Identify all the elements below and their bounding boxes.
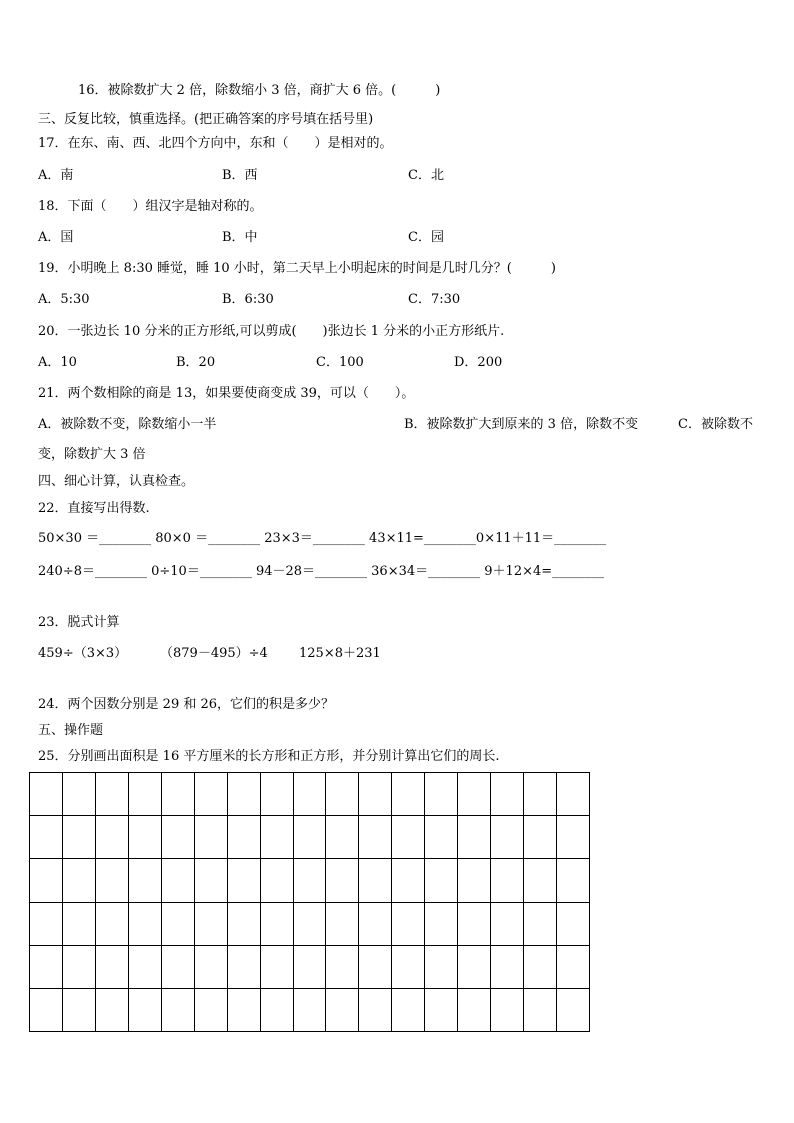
grid-cell	[425, 946, 458, 989]
grid-cell	[228, 946, 261, 989]
q19-stem: 19．小明晚上 8:30 睡觉，睡 10 小时，第二天早上小明起床的时间是几时几分？( )	[38, 261, 556, 276]
grid-cell	[162, 816, 195, 859]
grid-cell	[458, 903, 491, 946]
grid-cell	[129, 946, 162, 989]
grid-cell	[491, 903, 524, 946]
grid-cell	[294, 773, 327, 816]
grid-cell	[129, 903, 162, 946]
grid-cell	[425, 773, 458, 816]
grid-cell	[491, 859, 524, 902]
q22-row2: 240÷8＝________ 0÷10＝________ 94－28＝________ 36×34＝________ 9＋12×4=________	[38, 564, 605, 579]
grid-cell	[392, 859, 425, 902]
grid-cell	[294, 859, 327, 902]
grid-cell	[30, 903, 63, 946]
grid-cell	[359, 946, 392, 989]
grid-cell	[195, 989, 228, 1032]
q21-stem: 21．两个数相除的商是 13，如果要使商变成 39，可以（ ）。	[38, 386, 415, 401]
grid-cell	[326, 903, 359, 946]
grid-cell	[326, 859, 359, 902]
grid-cell	[524, 903, 557, 946]
grid-cell	[326, 773, 359, 816]
grid-cell	[228, 859, 261, 902]
grid-cell	[228, 903, 261, 946]
grid-cell	[195, 946, 228, 989]
grid-cell	[557, 989, 590, 1032]
grid-cell	[392, 773, 425, 816]
grid-cell	[63, 903, 96, 946]
grid-cell	[261, 903, 294, 946]
grid-cell	[63, 816, 96, 859]
grid-cell	[524, 773, 557, 816]
grid-cell	[63, 773, 96, 816]
grid-cell	[162, 946, 195, 989]
grid-cell	[30, 859, 63, 902]
grid-cell	[491, 773, 524, 816]
grid-cell	[524, 946, 557, 989]
grid-cell	[557, 773, 590, 816]
grid-cell	[359, 773, 392, 816]
grid-cell	[557, 859, 590, 902]
grid-cell	[557, 946, 590, 989]
grid-cell	[195, 816, 228, 859]
grid-cell	[524, 989, 557, 1032]
grid-cell	[425, 859, 458, 902]
grid-cell	[30, 946, 63, 989]
grid-cell	[392, 946, 425, 989]
grid-cell	[425, 903, 458, 946]
grid-cell	[162, 773, 195, 816]
grid-cell	[359, 816, 392, 859]
grid-cell	[294, 816, 327, 859]
grid-cell	[294, 946, 327, 989]
q23-expr2: （879－495）÷4	[160, 646, 268, 661]
q18-option-c: C．园	[408, 230, 444, 245]
grid-cell	[425, 816, 458, 859]
grid-cell	[129, 859, 162, 902]
grid-cell	[129, 816, 162, 859]
grid-cell	[96, 903, 129, 946]
grid-cell	[458, 816, 491, 859]
grid-cell	[162, 903, 195, 946]
section4-heading: 四、细心计算，认真检查。	[38, 474, 195, 489]
section5-heading: 五、操作题	[38, 723, 104, 738]
q24-line: 24．两个因数分别是 29 和 26，它们的积是多少？	[38, 697, 335, 712]
grid-cell	[425, 989, 458, 1032]
grid-cell	[458, 989, 491, 1032]
grid-cell	[326, 946, 359, 989]
grid-cell	[458, 946, 491, 989]
q21-option-c-part2: 变，除数扩大 3 倍	[38, 447, 146, 462]
grid-cell	[195, 903, 228, 946]
grid-cell	[96, 859, 129, 902]
grid-cell	[30, 773, 63, 816]
q17-option-c: C．北	[408, 168, 444, 183]
grid-cell	[524, 816, 557, 859]
grid-cell	[326, 989, 359, 1032]
q22-row1: 50×30 ＝________ 80×0 ＝________ 23×3＝________ 43×11=________0×11＋11＝________	[38, 531, 607, 546]
grid-cell	[261, 859, 294, 902]
q21-option-b: B．被除数扩大到原来的 3 倍，除数不变	[404, 417, 639, 432]
grid-cell	[557, 816, 590, 859]
grid-cell	[96, 946, 129, 989]
q18-stem: 18．下面（ ）组汉字是轴对称的。	[38, 199, 263, 214]
grid-cell	[359, 989, 392, 1032]
section3-heading: 三、反复比较，慎重选择。(把正确答案的序号填在括号里)	[38, 112, 374, 127]
grid-cell	[195, 859, 228, 902]
grid-cell	[63, 946, 96, 989]
q17-option-a: A．南	[38, 168, 74, 183]
grid-cell	[162, 989, 195, 1032]
q19-option-a: A．5:30	[38, 292, 90, 307]
q23-expr1: 459÷（3×3）	[38, 646, 128, 661]
grid-cell	[294, 989, 327, 1032]
q19-option-c: C．7:30	[408, 292, 461, 307]
q23-expr3: 125×8＋231	[299, 646, 381, 661]
grid-cell	[392, 816, 425, 859]
grid-cell	[228, 816, 261, 859]
q23-stem: 23．脱式计算	[38, 615, 120, 630]
grid-cell	[228, 989, 261, 1032]
q21-option-a: A．被除数不变，除数缩小一半	[38, 417, 217, 432]
q17-option-b: B．西	[222, 168, 258, 183]
q20-option-b: B．20	[176, 355, 216, 370]
grid-cell	[261, 773, 294, 816]
q16-line: 16．被除数扩大 2 倍，除数缩小 3 倍，商扩大 6 倍。( )	[78, 83, 441, 98]
grid-cell	[326, 816, 359, 859]
grid-cell	[129, 773, 162, 816]
grid-cell	[392, 989, 425, 1032]
grid-cell	[228, 773, 261, 816]
q20-stem: 20．一张边长 10 分米的正方形纸,可以剪成( )张边长 1 分米的小正方形纸片.	[38, 324, 505, 339]
grid-cell	[261, 989, 294, 1032]
grid-cell	[195, 773, 228, 816]
grid-cell	[524, 859, 557, 902]
q18-option-b: B．中	[222, 230, 258, 245]
q25-line: 25．分别画出面积是 16 平方厘米的长方形和正方形，并分别计算出它们的周长.	[38, 749, 500, 764]
grid-cell	[96, 816, 129, 859]
grid-cell	[557, 903, 590, 946]
grid-cell	[261, 816, 294, 859]
drawing-grid	[29, 772, 590, 1032]
grid-cell	[96, 773, 129, 816]
grid-cell	[129, 989, 162, 1032]
q22-stem: 22．直接写出得数.	[38, 501, 150, 516]
grid-cell	[261, 946, 294, 989]
grid-cell	[491, 946, 524, 989]
q17-stem: 17．在东、南、西、北四个方向中，东和（ ）是相对的。	[38, 136, 393, 151]
grid-cell	[359, 903, 392, 946]
q18-option-a: A．国	[38, 230, 74, 245]
q20-option-a: A．10	[38, 355, 77, 370]
grid-cell	[63, 989, 96, 1032]
grid-cell	[162, 859, 195, 902]
grid-cell	[458, 773, 491, 816]
grid-cell	[491, 816, 524, 859]
grid-cell	[458, 859, 491, 902]
q21-option-c-part1: C．被除数不	[678, 417, 753, 432]
grid-cell	[294, 903, 327, 946]
grid-cell	[30, 989, 63, 1032]
grid-cell	[392, 903, 425, 946]
q20-option-d: D．200	[454, 355, 503, 370]
grid-cell	[491, 989, 524, 1032]
q19-option-b: B．6:30	[222, 292, 274, 307]
grid-cell	[359, 859, 392, 902]
grid-cell	[96, 989, 129, 1032]
q20-option-c: C．100	[316, 355, 364, 370]
grid-cell	[30, 816, 63, 859]
grid-cell	[63, 859, 96, 902]
